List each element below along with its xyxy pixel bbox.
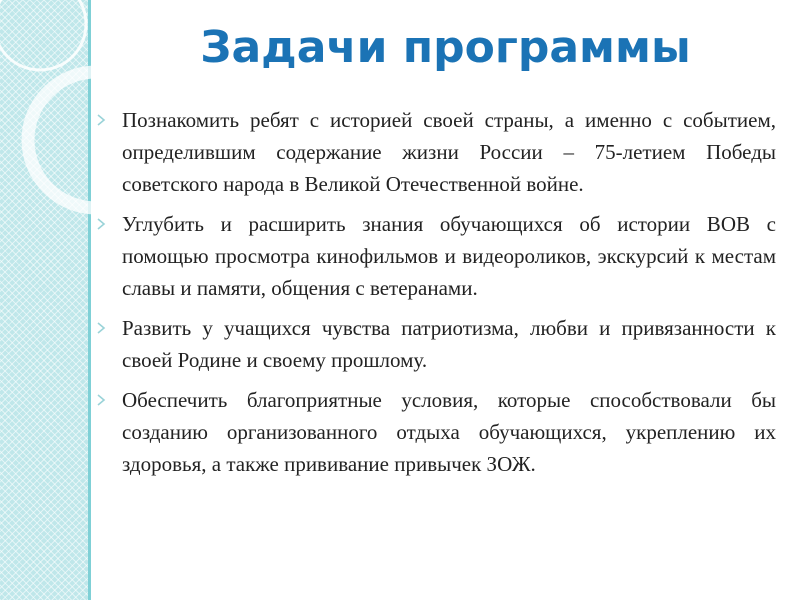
chevron-right-icon [96,384,122,416]
list-item-text: Познакомить ребят с историей своей страны, а именно с событием, определившим содержание жизни России – 75-летием Победы советского народа в Великой Отечественной войне. [122,108,776,196]
list-item-text: Развить у учащихся чувства патриотизма, любви и привязанности к своей Родине и своему прошлому. [122,316,776,372]
list-item-text: Углубить и расширить знания обучающихся об истории ВОВ с помощью просмотра кинофильмов и видеороликов, экскурсий к местам славы и памяти, общения с ветеранами. [122,212,776,300]
side-decoration-band [0,0,88,600]
list-item-text: Обеспечить благоприятные условия, которые способствовали бы созданию организованного отдыха обучающихся, укреплению их здоровья, а также прививание привычек ЗОЖ. [122,388,776,476]
list-item [96,312,776,376]
list-item [96,208,776,304]
list-item [96,384,776,480]
task-list [96,104,776,488]
slide-title: Задачи программы [200,22,691,73]
chevron-right-icon [96,104,122,136]
side-divider-line [88,0,91,600]
chevron-right-icon [96,208,122,240]
chevron-right-icon [96,312,122,344]
list-item [96,104,776,200]
